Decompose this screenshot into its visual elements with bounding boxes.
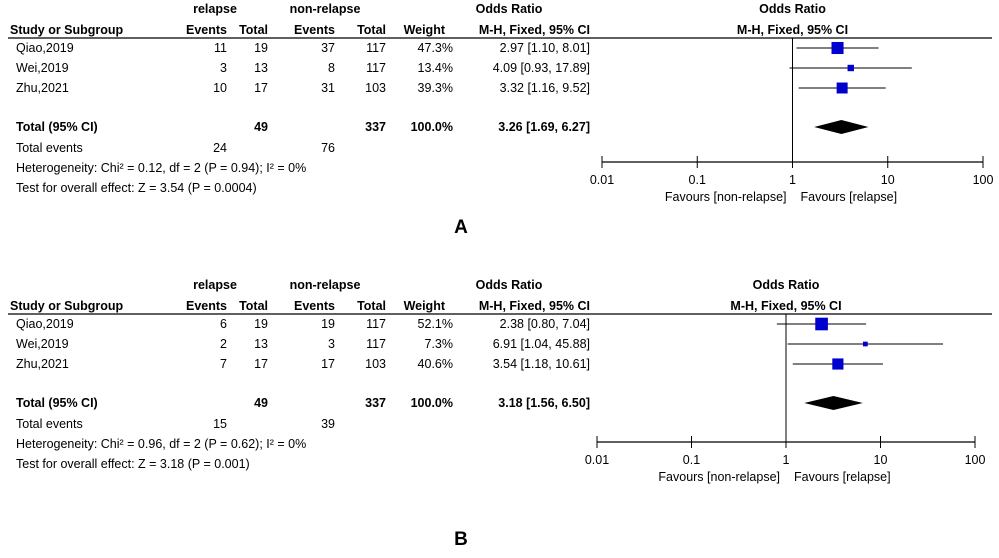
events1-header: Events xyxy=(186,299,227,313)
favours-left-label: Favours [non-relapse] xyxy=(664,190,787,204)
overall-effect-text: Test for overall effect: Z = 3.18 (P = 0.001) xyxy=(16,457,250,471)
weight-value: 13.4% xyxy=(417,61,453,75)
events2-value: 31 xyxy=(321,81,335,95)
or-ci-value: 3.32 [1.16, 9.52] xyxy=(499,81,590,95)
total1-value: 13 xyxy=(254,61,268,75)
events2-value: 19 xyxy=(321,317,335,331)
or-ci-value: 2.38 [0.80, 7.04] xyxy=(499,317,590,331)
total-or-ci: 3.18 [1.56, 6.50] xyxy=(498,396,590,410)
or-ci-value: 6.91 [1.04, 45.88] xyxy=(492,337,590,351)
total1-value: 19 xyxy=(254,41,268,55)
study-marker xyxy=(863,342,868,347)
events2-value: 37 xyxy=(321,41,335,55)
events1-value: 10 xyxy=(213,81,227,95)
or-ci-value: 2.97 [1.10, 8.01] xyxy=(499,41,590,55)
heterogeneity-text: Heterogeneity: Chi² = 0.96, df = 2 (P = 0.62); I² = 0% xyxy=(16,437,307,451)
total2-value: 117 xyxy=(366,41,386,55)
method-header: M-H, Fixed, 95% CI xyxy=(478,23,590,37)
x-tick-label: 0.01 xyxy=(589,173,615,187)
events2-value: 17 xyxy=(321,357,335,371)
total2-value: 103 xyxy=(365,81,386,95)
pooled-diamond xyxy=(804,396,863,410)
events1-value: 11 xyxy=(214,41,227,55)
group1-header: relapse xyxy=(193,278,237,292)
or-ci-value: 3.54 [1.18, 10.61] xyxy=(492,357,590,371)
panel-label: A xyxy=(454,217,468,238)
study-marker xyxy=(848,65,854,71)
total-events1: 15 xyxy=(213,417,227,431)
favours-right-label: Favours [relapse] xyxy=(800,190,898,204)
forest-panel-b xyxy=(8,278,992,550)
total1-value: 19 xyxy=(254,317,268,331)
total2-value: 117 xyxy=(366,337,386,351)
total2-value: 103 xyxy=(365,357,386,371)
total1-value: 13 xyxy=(254,337,268,351)
favours-right-label: Favours [relapse] xyxy=(794,470,891,484)
pooled-diamond xyxy=(814,120,868,134)
weight-value: 40.6% xyxy=(417,357,453,371)
total2-value: 117 xyxy=(366,61,386,75)
x-tick-label: 100 xyxy=(964,453,986,467)
total-weight: 100.0% xyxy=(410,396,453,410)
weight-header: Weight xyxy=(403,23,445,37)
panel-label: B xyxy=(454,529,468,550)
favours-left-label: Favours [non-relapse] xyxy=(658,470,780,484)
x-tick-label: 0.1 xyxy=(682,453,701,467)
study-header: Study or Subgroup xyxy=(10,299,124,313)
group2-header: non-relapse xyxy=(289,2,361,16)
plot-odds-ratio-header: Odds Ratio xyxy=(759,2,826,16)
total2-header: Total xyxy=(357,23,386,37)
x-tick-label: 100 xyxy=(972,173,994,187)
or-ci-value: 4.09 [0.93, 17.89] xyxy=(492,61,590,75)
study-name: Wei,2019 xyxy=(16,337,69,351)
total-events2: 76 xyxy=(321,141,335,155)
total1-value: 17 xyxy=(254,81,268,95)
plot-odds-ratio-header: Odds Ratio xyxy=(752,278,820,292)
total-events2: 39 xyxy=(321,417,335,431)
events2-value: 3 xyxy=(328,337,335,351)
overall-effect-text: Test for overall effect: Z = 3.54 (P = 0.0004) xyxy=(16,181,257,195)
study-marker xyxy=(837,83,848,94)
x-tick-label: 1 xyxy=(782,453,790,467)
forest-panel-a xyxy=(8,2,993,238)
plot-method-header: M-H, Fixed, 95% CI xyxy=(736,23,849,37)
odds-ratio-header: Odds Ratio xyxy=(475,278,543,292)
x-tick-label: 10 xyxy=(873,453,888,467)
weight-value: 39.3% xyxy=(417,81,453,95)
study-marker xyxy=(832,42,844,54)
events1-value: 7 xyxy=(220,357,227,371)
study-header: Study or Subgroup xyxy=(10,23,124,37)
plot-method-header: M-H, Fixed, 95% CI xyxy=(730,299,842,313)
events2-header: Events xyxy=(294,299,335,313)
total-weight: 100.0% xyxy=(410,120,453,134)
method-header: M-H, Fixed, 95% CI xyxy=(478,299,590,313)
total-label: Total (95% CI) xyxy=(16,120,98,134)
study-name: Qiao,2019 xyxy=(16,41,74,55)
total2-value: 117 xyxy=(366,317,386,331)
events1-value: 2 xyxy=(220,337,227,351)
total-label: Total (95% CI) xyxy=(16,396,98,410)
weight-value: 52.1% xyxy=(417,317,453,331)
weight-value: 7.3% xyxy=(424,337,453,351)
x-tick-label: 0.1 xyxy=(688,173,706,187)
study-marker xyxy=(832,358,843,369)
x-tick-label: 1 xyxy=(789,173,796,187)
study-name: Qiao,2019 xyxy=(16,317,74,331)
total1-sum: 49 xyxy=(254,120,268,134)
group2-header: non-relapse xyxy=(289,278,361,292)
total2-sum: 337 xyxy=(365,396,386,410)
x-tick-label: 0.01 xyxy=(584,453,610,467)
total2-header: Total xyxy=(357,299,386,313)
group1-header: relapse xyxy=(193,2,237,16)
events1-value: 3 xyxy=(220,61,227,75)
weight-header: Weight xyxy=(403,299,445,313)
events1-value: 6 xyxy=(220,317,227,331)
heterogeneity-text: Heterogeneity: Chi² = 0.12, df = 2 (P = 0.94); I² = 0% xyxy=(16,161,307,175)
total1-sum: 49 xyxy=(254,396,268,410)
total2-sum: 337 xyxy=(365,120,386,134)
weight-value: 47.3% xyxy=(417,41,453,55)
events2-value: 8 xyxy=(328,61,335,75)
total-events-label: Total events xyxy=(16,141,83,155)
x-tick-label: 10 xyxy=(880,173,895,187)
total1-value: 17 xyxy=(254,357,268,371)
total-events-label: Total events xyxy=(16,417,83,431)
study-marker xyxy=(815,318,828,331)
events2-header: Events xyxy=(294,23,335,37)
odds-ratio-header: Odds Ratio xyxy=(475,2,543,16)
total-events1: 24 xyxy=(213,141,227,155)
events1-header: Events xyxy=(186,23,227,37)
total1-header: Total xyxy=(239,299,268,313)
study-name: Wei,2019 xyxy=(16,61,69,75)
study-name: Zhu,2021 xyxy=(16,357,69,371)
total-or-ci: 3.26 [1.69, 6.27] xyxy=(498,120,590,134)
study-name: Zhu,2021 xyxy=(16,81,69,95)
total1-header: Total xyxy=(239,23,268,37)
